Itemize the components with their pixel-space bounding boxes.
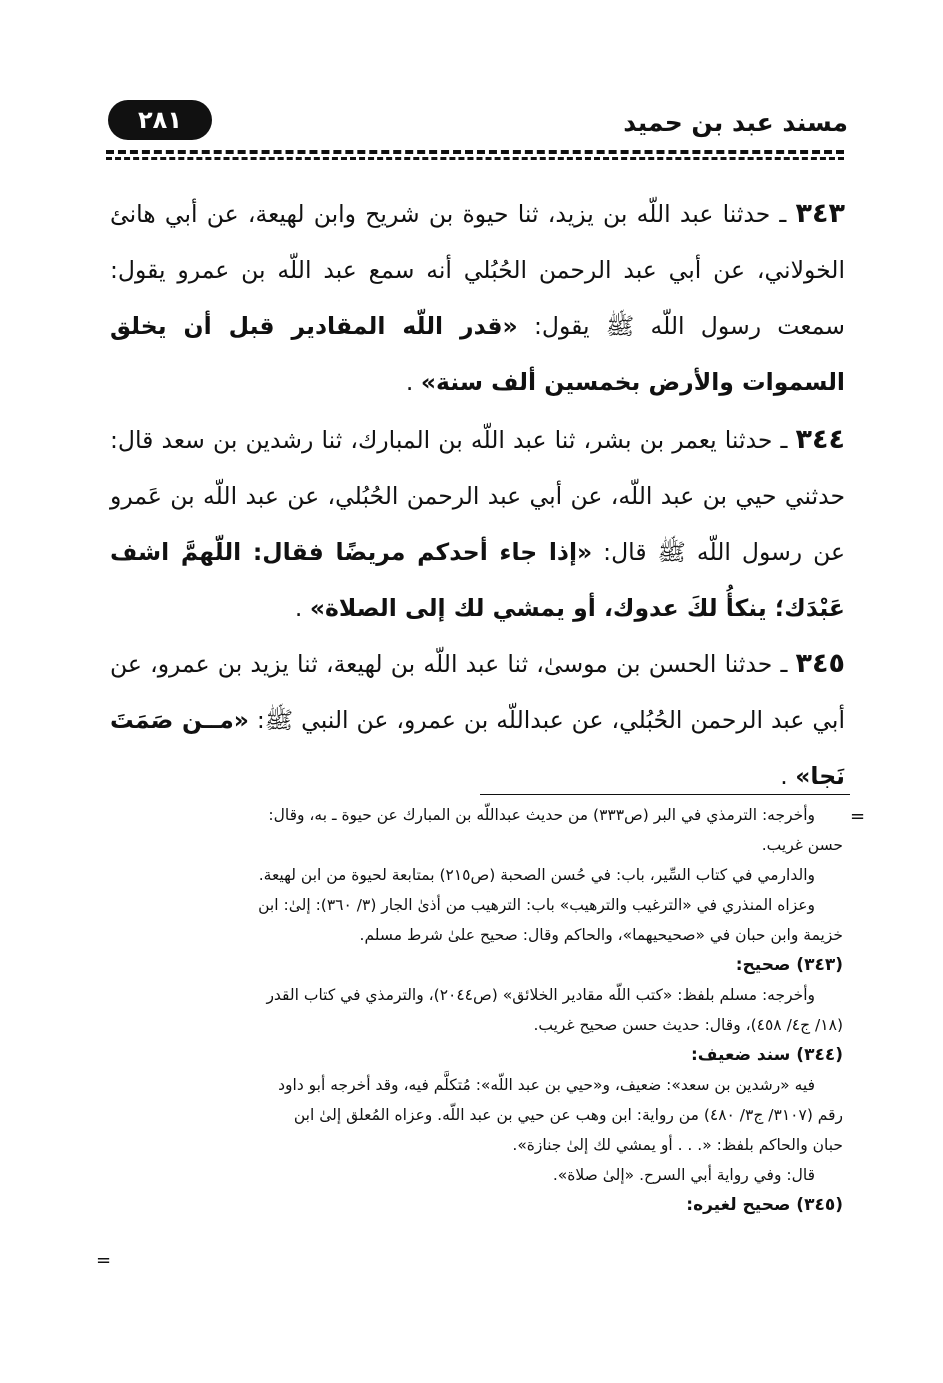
footnote-grading-heading: (٣٤٤) سند ضعيف: xyxy=(690,1045,843,1065)
footnote-line: وعزاه المنذري في «الترغيب والترهيب» باب: الترهيب من أذىٰ الجار (٣/ ٣٦٠): إلىٰ: ابن xyxy=(258,896,815,914)
footnote-line: فيه «رشدين بن سعد»: ضعيف، و«حيي بن عبد اللّه»: مُتكلَّم فيه، وقد أخرجه أبو داود xyxy=(278,1076,815,1094)
hadith-matn: «مــن صَمَتَ نَجا» xyxy=(110,706,845,790)
hadith-isnad: ـ حدثنا الحسن بن موسىٰ، ثنا عبد اللّه بن لهيعة، ثنا يزيد بن عمرو، عن أبي عبد الرحمن الحُبُلي، عن عبداللّه بن عمرو، عن النبي ﷺ: xyxy=(110,650,845,734)
hadith-end: . xyxy=(405,368,421,396)
hadith-end: . xyxy=(780,762,796,790)
footnote-line: (١٨/ ج٤/ ٤٥٨)، وقال: حديث حسن صحيح غريب. xyxy=(533,1016,843,1034)
footnote-grading-heading: (٣٤٣) صحيح: xyxy=(735,955,843,975)
hadith-344 xyxy=(110,412,845,636)
hadith-matn: «إذا جاء أحدكم مريضًا فقال: اللّهمَّ اشف عَبْدَك؛ ينكأُ لكَ عدوك، أو يمشي لك إلى الصلاة» xyxy=(110,538,845,622)
hadith-343 xyxy=(110,186,845,410)
footnote-line: خزيمة وابن حبان في «صحيحيهما»، والحاكم وقال: صحيح علىٰ شرط مسلم. xyxy=(359,926,843,944)
hadith-number: ٣٤٤ xyxy=(795,424,845,455)
footnote-line: قال: وفي رواية أبي السرح. «إلىٰ صلاة». xyxy=(552,1166,815,1184)
footnote-line: رقم (٣١٠٧/ ج٣/ ٤٨٠) من رواية: ابن وهب عن حيي بن عبد اللّه. وعزاه المُعلق إلىٰ ابن xyxy=(293,1106,843,1124)
footnote-line: حبان والحاكم بلفظ: «. . . أو يمشي لك إلىٰ جنازة». xyxy=(512,1136,843,1154)
footnotes xyxy=(103,800,843,1220)
hadith-isnad: ـ حدثنا يعمر بن بشر، ثنا عبد اللّه بن المبارك، ثنا رشدين بن سعد قال: حدثني حيي بن عبد اللّه، عن أبي عبد الرحمن الحُبُلي، عن عبد اللّه بن عَمرو عن رسول اللّه ﷺ قال: xyxy=(110,426,846,566)
hadith-number: ٣٤٣ xyxy=(795,198,845,229)
footnote-continuation-marker: = xyxy=(96,1250,112,1271)
footnote-continuation-marker: = xyxy=(850,806,866,827)
hadith-number: ٣٤٥ xyxy=(795,648,845,679)
footnote-line: وأخرجه: مسلم بلفظ: «كتب اللّه مقادير الخلائق» (ص٢٠٤٤)، والترمذي في كتاب القدر xyxy=(266,986,815,1004)
footnote-line: والدارمي في كتاب السِّير، باب: في حُسن الصحبة (ص٢١٥) بمتابعة لحيوة من ابن لهيعة. xyxy=(258,866,815,884)
header-divider xyxy=(106,150,844,160)
hadith-345 xyxy=(110,636,845,804)
footnote-line: حسن غريب. xyxy=(761,836,843,854)
footnote-divider xyxy=(480,794,850,795)
hadith-matn: «قدر اللّه المقادير قبل أن يخلق السموات والأرض بخمسين ألف سنة» xyxy=(110,312,845,396)
page-number: ٢٨١ xyxy=(108,100,212,140)
footnote-line: وأخرجه: الترمذي في البر (ص٣٣٣) من حديث عبداللّه بن المبارك عن حيوة ـ به، وقال: xyxy=(268,806,815,824)
book-title: مسند عبد بن حميد xyxy=(623,108,848,137)
page-header xyxy=(108,98,848,152)
hadith-end: . xyxy=(294,594,310,622)
hadith-isnad: ـ حدثنا عبد اللّه بن يزيد، ثنا حيوة بن شريح وابن لهيعة، عن أبي هانئ الخولاني، عن أبي عبد الرحمن الحُبُلي أنه سمع عبد اللّه بن عمرو يقول: سمعت رسول اللّه ﷺ يقول: xyxy=(110,200,845,340)
footnote-grading-heading: (٣٤٥) صحيح لغيره: xyxy=(686,1195,843,1215)
